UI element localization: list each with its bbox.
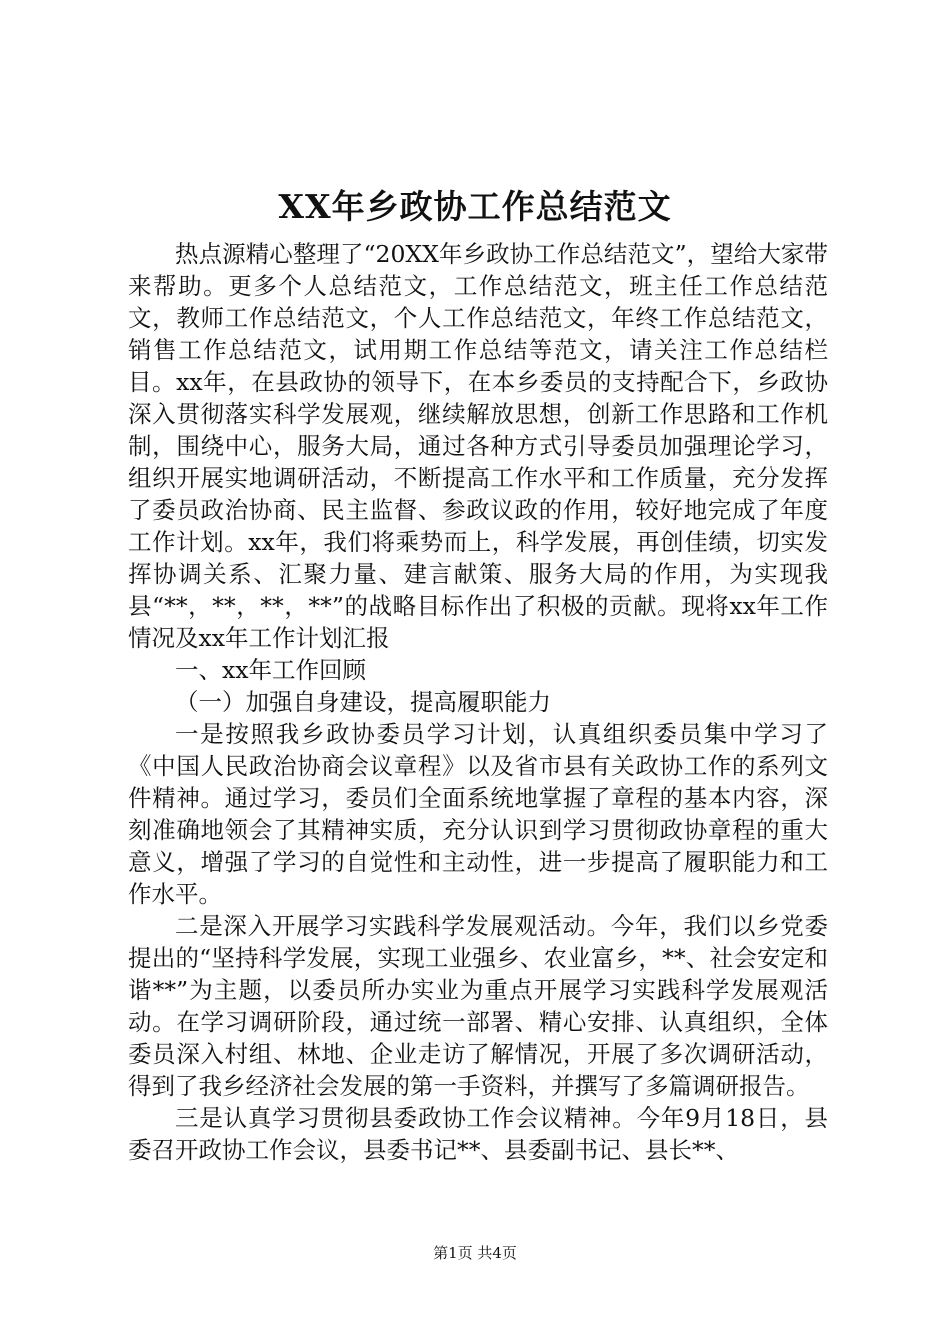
section-heading: 一、xx年工作回顾 <box>175 656 367 684</box>
paragraph-item-1: 一是按照我乡政协委员学习计划，认真组织委员集中学习了《中国人民政治协商会议章程》以及省市县有关政协工作的系列文件精神。通过学习，委员们全面系统地掌握了章程的基本内容，深刻准确地领会了其精神实质，充分认识到学习贯彻政协章程的重大意义，增强了学习的自觉性和主动性，进一步提高了履职能力和工作水平。 <box>128 720 828 908</box>
paragraph-intro: 热点源精心整理了“20XX年乡政协工作总结范文”，望给大家带来帮助。更多个人总结范文，工作总结范文，班主任工作总结范文，教师工作总结范文，个人工作总结范文，年终工作总结范文，销售工作总结范文，试用期工作总结等范文，请关注工作总结栏目。xx年，在县政协的领导下，在本乡委员的支持配合下，乡政协深入贯彻落实科学发展观，继续解放思想，创新工作思路和工作机制，围绕中心，服务大局，通过各种方式引导委员加强理论学习，组织开展实地调研活动，不断提高工作水平和工作质量，充分发挥了委员政治协商、民主监督、参政议政的作用，较好地完成了年度工作计划。xx年，我们将乘势而上，科学发展，再创佳绩，切实发挥协调关系、汇聚力量、建言献策、服务大局的作用，为实现我县“**，**，**，**”的战略目标作出了积极的贡献。现将xx年工作情况及xx年工作计划汇报 <box>128 240 828 652</box>
paragraph-item-2: 二是深入开展学习实践科学发展观活动。今年，我们以乡党委提出的“坚持科学发展，实现工业强乡、农业富乡，**、社会安定和谐**”为主题，以委员所办实业为重点开展学习实践科学发展观活动。在学习调研阶段，通过统一部署、精心安排、认真组织，全体委员深入村组、林地、企业走访了解情况，开展了多次调研活动，得到了我乡经济社会发展的第一手资料，并撰写了多篇调研报告。 <box>128 912 828 1100</box>
paragraph-item-3: 三是认真学习贯彻县委政协工作会议精神。今年9月18日，县委召开政协工作会议，县委书记**、县委副书记、县长**、 <box>128 1104 828 1164</box>
subsection-heading: （一）加强自身建设，提高履职能力 <box>175 688 551 716</box>
page-footer: 第1页 共4页 <box>433 1244 517 1262</box>
document-title: XX年乡政协工作总结范文 <box>278 187 672 226</box>
document-body <box>128 238 828 1166</box>
